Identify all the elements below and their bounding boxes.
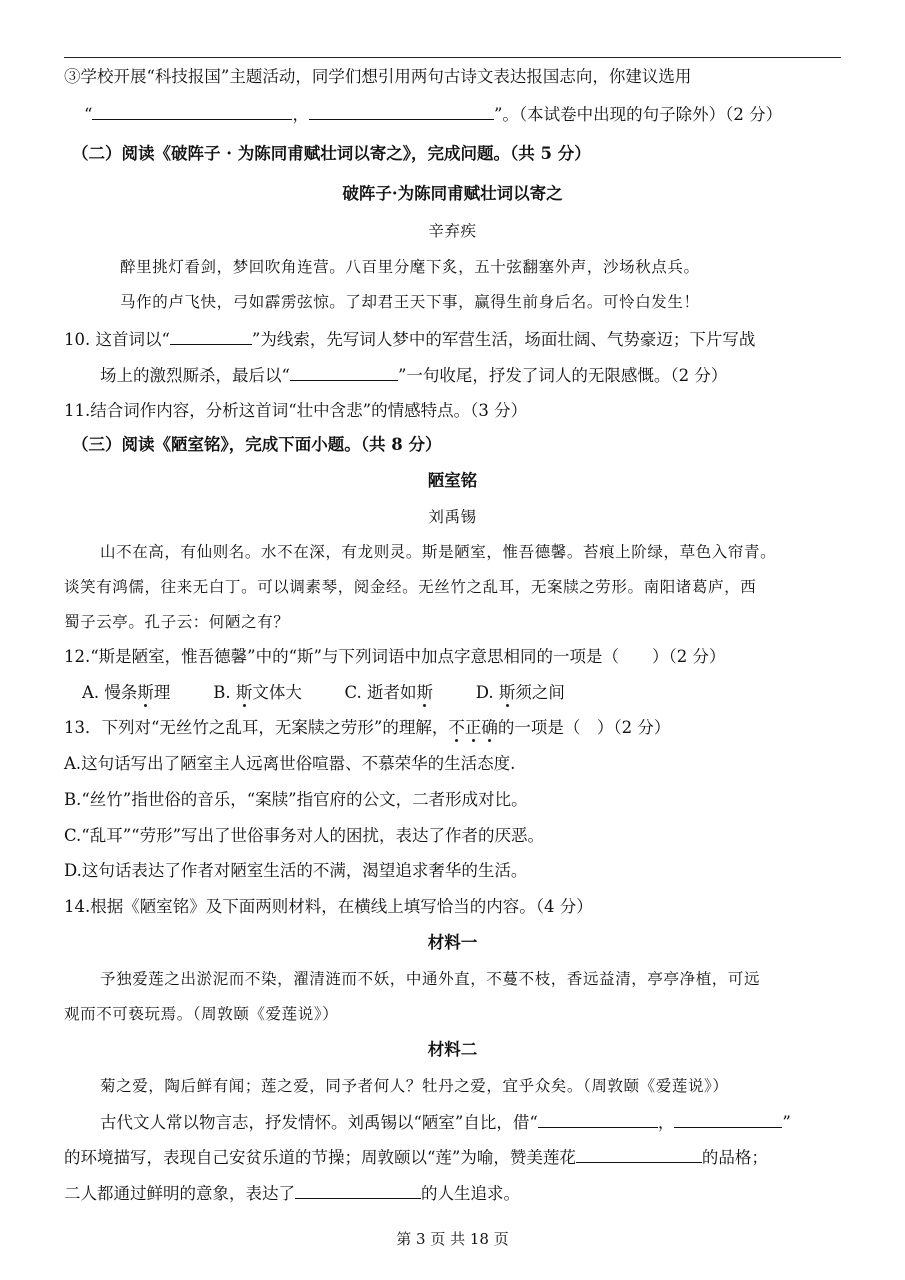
q12-option-b[interactable]: B. 斯文体大: [213, 683, 302, 702]
poem-line-2: 马作的卢飞快，弓如霹雳弦惊。了却君王天下事，赢得生前身后名。可怜白发生！: [120, 293, 700, 311]
answer-blank-5[interactable]: [538, 1111, 658, 1128]
top-rule: [64, 57, 841, 58]
material-1-title: 材料一: [427, 933, 478, 952]
q12-option-d[interactable]: D. 斯须之间: [475, 683, 565, 702]
q10-line1: 10. 这首词以“ ”为线索，先写词人梦中的军营生活，场面壮阔、气势豪迈；下片写战: [64, 330, 756, 349]
q12-option-c[interactable]: C. 逝者如斯: [344, 683, 434, 702]
q12-options: [82, 682, 565, 704]
answer-blank-7[interactable]: [576, 1146, 702, 1163]
q11-stem: 11.结合词作内容，分析这首词“壮中含悲”的情感特点。（3 分）: [64, 401, 528, 420]
q13-option-a[interactable]: A.这句话写出了陋室主人远离世俗喧嚣、不慕荣华的生活态度.: [64, 754, 516, 773]
essay-title: 陋室铭: [427, 471, 478, 490]
q14-stem: 14.根据《陋室铭》及下面两则材料，在横线上填写恰当的内容。（4 分）: [64, 897, 593, 916]
q14-para-line-1: 古代文人常以物言志，抒发情怀。刘禹锡以“陋室”自比，借“ ， ”: [100, 1113, 791, 1132]
essay-line-2: 谈笑有鸿儒，往来无白丁。可以调素琴，阅金经。无丝竹之乱耳，无案牍之劳形。南阳诸葛庐，西: [64, 578, 757, 596]
material-1-line-2: 观而不可亵玩焉。（周敦颐《爱莲说》）: [64, 1005, 339, 1023]
answer-blank-2[interactable]: [309, 103, 494, 120]
answer-blank-6[interactable]: [674, 1111, 782, 1128]
answer-blank-1[interactable]: [92, 103, 292, 120]
q9-3-line1: ③学校开展“科技报国”主题活动，同学们想引用两句古诗文表达报国志向，你建议选用: [64, 67, 692, 86]
q13-option-b[interactable]: B.“丝竹”指世俗的音乐，“案牍”指官府的公文，二者形成对比。: [64, 790, 528, 809]
answer-blank-4[interactable]: [290, 364, 398, 381]
poem-title: 破阵子·为陈同甫赋壮词以寄之: [342, 184, 563, 203]
q14-para-line-3: 二人都通过鲜明的意象，表达了 的人生追求。: [64, 1184, 520, 1203]
q13-stem: 13．下列对“无丝竹之乱耳，无案牍之劳形”的理解，不正确的一项是（ ）（2 分）: [64, 718, 671, 737]
essay-line-3: 蜀子云亭。孔子云：何陋之有？: [64, 613, 290, 631]
section3-heading: （三）阅读《陋室铭》，完成下面小题。（共 8 分）: [72, 435, 442, 454]
answer-blank-3[interactable]: [170, 328, 252, 345]
q13-option-c[interactable]: C.“乱耳”“劳形”写出了世俗事务对人的困扰，表达了作者的厌恶。: [64, 826, 545, 845]
essay-author: 刘禹锡: [428, 508, 477, 526]
poem-line-1: 醉里挑灯看剑，梦回吹角连营。八百里分麾下炙，五十弦翻塞外声，沙场秋点兵。: [120, 258, 700, 276]
material-2-line-1: 菊之爱，陶后鲜有闻；莲之爱，同予者何人？牡丹之爱，宜乎众矣。（周敦颐《爱莲说》）: [100, 1077, 729, 1095]
q10-line2: 场上的激烈厮杀，最后以“ ”一句收尾，抒发了词人的无限感慨。（2 分）: [100, 366, 728, 385]
material-2-title: 材料二: [427, 1040, 478, 1059]
answer-blank-8[interactable]: [295, 1182, 421, 1199]
poem-author: 辛弃疾: [428, 222, 477, 240]
q12-option-a[interactable]: A. 慢条斯理: [82, 683, 171, 702]
section2-heading: （二）阅读《破阵子 · 为陈同甫赋壮词以寄之》，完成问题。（共 5 分）: [72, 144, 591, 163]
material-1-line-1: 予独爱莲之出淤泥而不染，濯清涟而不妖，中通外直，不蔓不枝，香远益清，亭亭净植，可远: [100, 970, 761, 988]
q13-option-d[interactable]: D.这句话表达了作者对陋室生活的不满，渴望追求奢华的生活。: [64, 861, 528, 880]
q9-3-line2: “ ， ”。（本试卷中出现的句子除外）（2 分）: [84, 105, 783, 124]
page-footer: 第 3 页 共 18 页: [396, 1230, 509, 1248]
q12-stem: 12.“斯是陋室，惟吾德馨”中的“斯”与下列词语中加点字意思相同的一项是（ ）（2 分）: [64, 647, 726, 666]
essay-line-1: 山不在高，有仙则名。水不在深，有龙则灵。斯是陋室，惟吾德馨。苔痕上阶绿，草色入帘青。: [100, 543, 777, 561]
q14-para-line-2: 的环境描写，表现自己安贫乐道的节操；周敦颐以“莲”为喻，赞美莲花 的品格；: [64, 1148, 768, 1167]
